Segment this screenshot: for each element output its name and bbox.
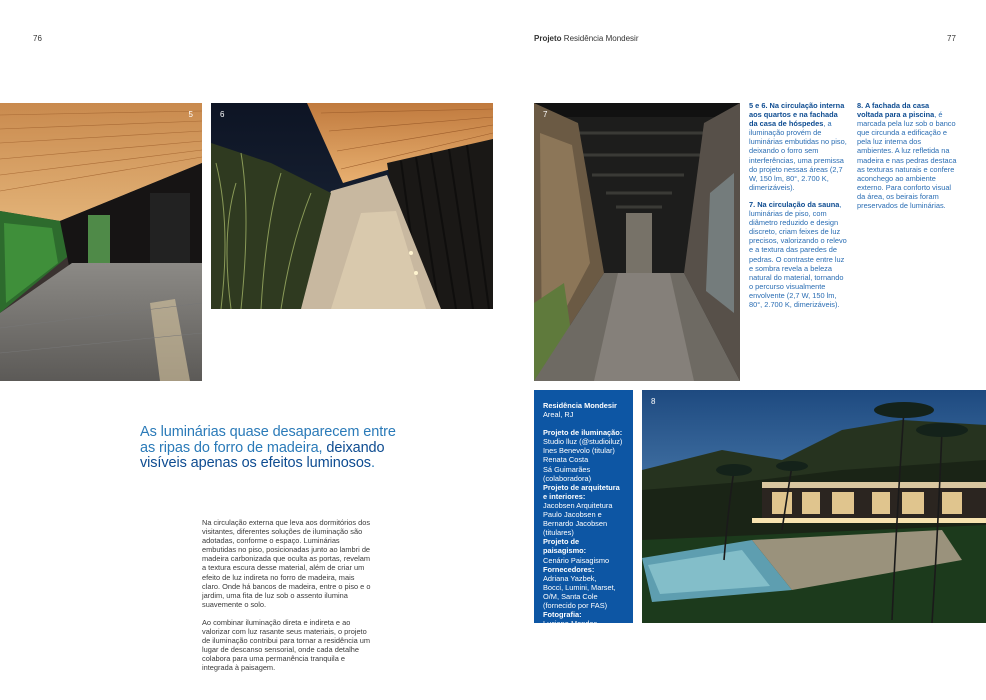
left-page-number: 76 bbox=[33, 34, 42, 43]
photo-number-5: 5 bbox=[188, 110, 193, 119]
credits-suppliers-label: Fornecedores: bbox=[543, 564, 595, 574]
credits-title: Residência Mondesir bbox=[543, 401, 617, 410]
photo-number-6: 6 bbox=[220, 110, 225, 119]
credits-lighting-2: Ines Benevolo (titular) bbox=[543, 446, 615, 456]
body-paragraph-2: Ao combinar iluminação direta e indireta e ao valorizar com luz rasante seus materiais, o projeto de iluminação contribui para tornar a residência um lugar de descanso sensorial, onde cada detalhe colabora para uma permanência tranquila e integrada à paisagem. bbox=[202, 617, 371, 673]
caption-5-6 bbox=[749, 101, 847, 192]
caption-7-text: , luminárias de piso, com diâmetro reduzido e design discreto, criam feixes de luz precisos, valorizando o relevo e a textura das paredes de pedras. O contraste entre luz e sombra revela a beleza natural do material, tornando o percurso visualmente envolvente (2,7 W, 150 lm, 80°, 2.700 K, dimerizáveis). bbox=[749, 199, 847, 309]
pull-quote-part-1: As luminárias quase desaparecem entre as ripas do forro de madeira, bbox=[140, 424, 396, 456]
credits-lighting-4: Sá Guimarães bbox=[543, 464, 591, 474]
running-header bbox=[534, 34, 639, 43]
caption-8-lead: 8. A fachada da casa voltada para a piscina bbox=[857, 101, 935, 120]
project-title: Residência Mondesir bbox=[563, 34, 639, 43]
photo-facade-pool bbox=[642, 390, 986, 623]
credits-suppliers-3: O/M, Santa Cole bbox=[543, 591, 598, 601]
caption-column-2 bbox=[857, 101, 957, 218]
credits-suppliers-4: (fornecido por FAS) bbox=[543, 600, 608, 610]
caption-5-6-text: , a iluminação provém de luminárias embutidas no piso, deixando o forro sem interferências, uma premissa do projeto nessas áreas (2,7 W, 150 lm, 80°, 2.700 K, dimerizáveis). bbox=[749, 119, 847, 192]
caption-7-lead: 7. Na circulação da sauna bbox=[749, 199, 840, 209]
caption-8 bbox=[857, 101, 957, 210]
credits-lighting-5: (colaboradora) bbox=[543, 473, 592, 483]
photo-number-8: 8 bbox=[651, 397, 656, 406]
credits-arch-label-2: e interiores: bbox=[543, 491, 586, 501]
photo-corridor-interior bbox=[0, 103, 202, 381]
pull-quote-end: . bbox=[370, 455, 375, 471]
credits-arch-3: Bernardo Jacobsen bbox=[543, 519, 608, 529]
section-label: Projeto bbox=[534, 34, 562, 43]
credits-box bbox=[534, 390, 633, 629]
credits-suppliers-1: Adriana Yazbek, bbox=[543, 573, 597, 583]
credits-lighting-3: Renata Costa bbox=[543, 455, 589, 465]
credits-arch-2: Paulo Jacobsen e bbox=[543, 510, 602, 520]
credits-suppliers-2: Bocci, Lumini, Marset, bbox=[543, 582, 616, 592]
credits-arch-label-1: Projeto de arquitetura bbox=[543, 482, 620, 492]
caption-column-1 bbox=[749, 101, 847, 317]
body-paragraph-1: Na circulação externa que leva aos dormitórios dos visitantes, diferentes soluções de iluminação são adotadas, conforme o espaço. Luminárias embutidas no piso, posicionadas junto ao lambri de madeira carbonizada que oculta as portas, revelam a textura escura desse material, além de criar um efeito de luz indireta no forro de madeira, mais claro. Onde há bancos de madeira, entre o piso e o jardim, uma fita de luz sob o assento ilumina suavemente o solo. bbox=[202, 518, 371, 609]
caption-5-6-lead: 5 e 6. Na circulação interna aos quartos e na fachada da casa de hóspedes bbox=[749, 101, 845, 129]
credits-photo-1: Luciano Mendes bbox=[543, 619, 598, 629]
caption-7 bbox=[749, 200, 847, 309]
pull-quote bbox=[140, 425, 408, 472]
credits-lighting-label: Projeto de iluminação: bbox=[543, 428, 623, 438]
credits-location: Areal, RJ bbox=[543, 410, 574, 420]
photo-sauna-corridor bbox=[534, 103, 740, 381]
credits-landscape-1: Cenário Paisagismo bbox=[543, 555, 610, 565]
credits-photo-label: Fotografia: bbox=[543, 610, 582, 620]
credits-landscape-label: Projeto de paisagismo: bbox=[543, 537, 587, 556]
photo-number-7: 7 bbox=[543, 110, 548, 119]
right-page-number: 77 bbox=[947, 34, 956, 43]
caption-8-text: , é marcada pela luz sob o banco que circunda a edificação e pela luz interna dos ambientes. A luz refletida na madeira e nas pedras destaca as texturas naturais e confere aconchego ao ambiente externo. Para conforto visual da área, os beirais foram preservados de luminárias. bbox=[857, 110, 957, 211]
credits-arch-1: Jacobsen Arquitetura bbox=[543, 500, 613, 510]
body-text bbox=[202, 518, 374, 682]
photo-walkway-night bbox=[211, 103, 493, 309]
credits-arch-4: (titulares) bbox=[543, 528, 574, 538]
credits-lighting-1: Studio lluz (@studioiluz) bbox=[543, 437, 623, 447]
pull-quote-emphasis: deixando visíveis apenas os efeitos luminosos bbox=[140, 439, 385, 471]
